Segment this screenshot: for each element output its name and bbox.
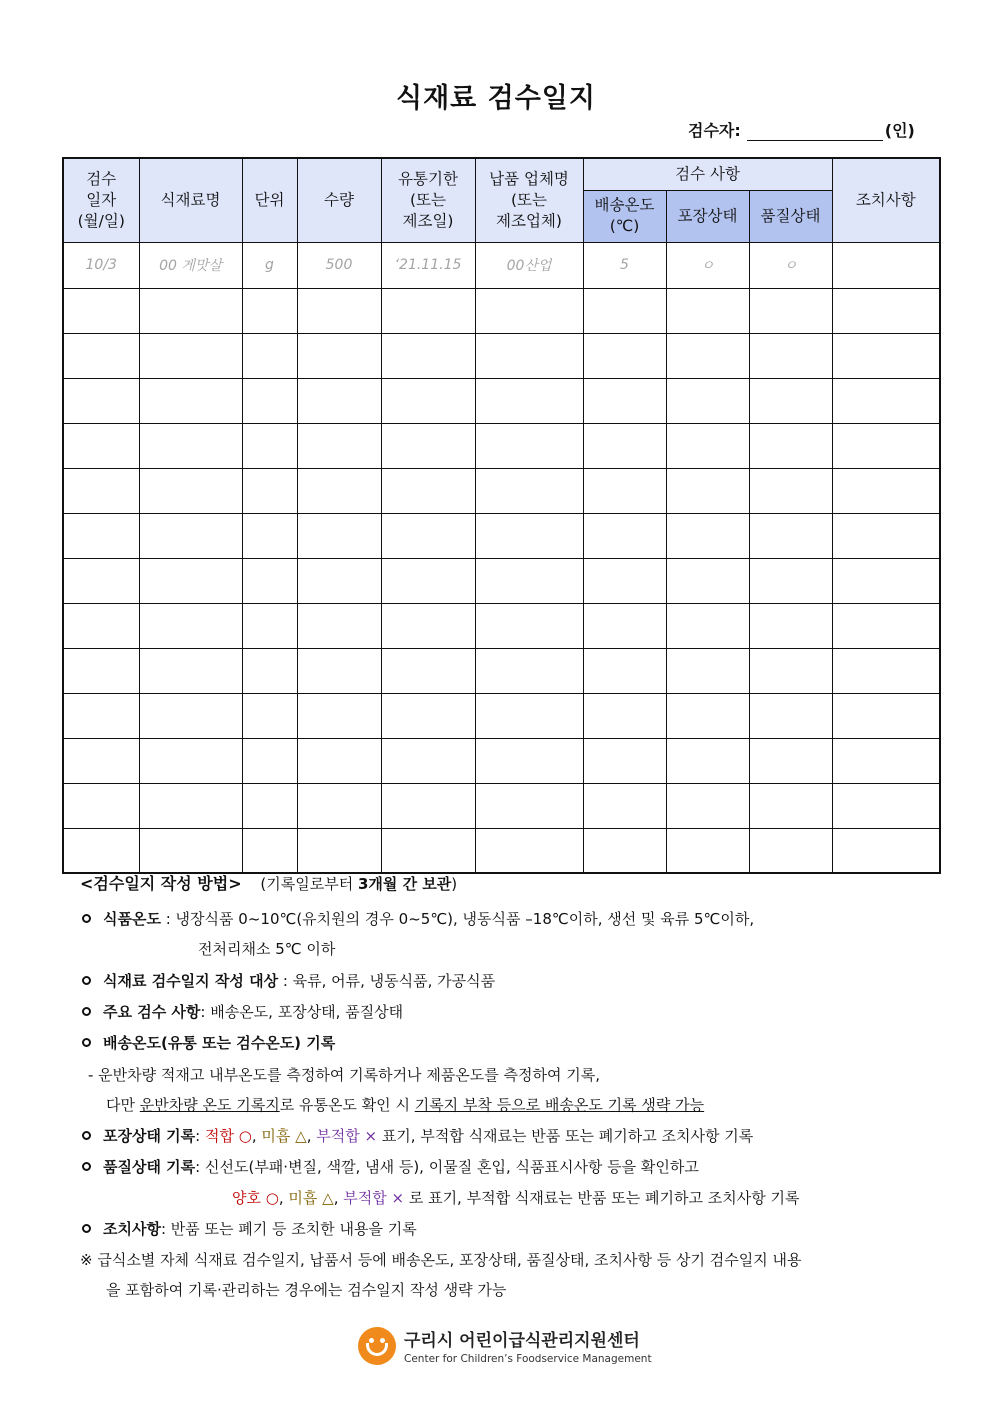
header-item-name: 식재료명 bbox=[139, 158, 242, 242]
cell-expiry[interactable] bbox=[381, 513, 475, 558]
cell-action[interactable] bbox=[832, 693, 940, 738]
cell-expiry[interactable] bbox=[381, 693, 475, 738]
cell-quality[interactable] bbox=[749, 468, 832, 513]
cell-unit[interactable] bbox=[242, 333, 297, 378]
header-expiry: 유통기한 (또는 제조일) bbox=[381, 158, 475, 242]
header-delivery-temp: 배송온도 (℃) bbox=[583, 190, 666, 242]
cell-supplier[interactable] bbox=[475, 603, 583, 648]
cell-quantity[interactable] bbox=[297, 378, 381, 423]
cell-date[interactable] bbox=[63, 603, 139, 648]
table-row bbox=[63, 423, 940, 468]
quality-line: 품질상태 기록: 신선도(부패·변질, 색깔, 냄새 등), 이물질 혼입, 식품표시사항 등을 확인하고 bbox=[82, 1158, 699, 1178]
cell-item-name[interactable] bbox=[139, 603, 242, 648]
cell-unit[interactable] bbox=[242, 693, 297, 738]
targets-line: 식재료 검수일지 작성 대상 : 육류, 어류, 냉동식품, 가공식품 bbox=[82, 972, 495, 992]
cell-delivery-temp[interactable] bbox=[583, 378, 666, 423]
example-row bbox=[63, 242, 940, 288]
header-date: 검수 일자 (월/일) bbox=[63, 158, 139, 242]
cell-packaging[interactable] bbox=[666, 513, 749, 558]
delivery-temp-line: 배송온도(유통 또는 검수온도) 기록 bbox=[82, 1034, 335, 1054]
inspector-label: 검수자: bbox=[688, 121, 741, 140]
cell-item-name[interactable] bbox=[139, 288, 242, 333]
cell-quality[interactable] bbox=[749, 333, 832, 378]
table-row bbox=[63, 783, 940, 828]
cell-expiry[interactable] bbox=[381, 783, 475, 828]
cell-unit[interactable] bbox=[242, 738, 297, 783]
food-temp-line: 식품온도 : 냉장식품 0~10℃(유치원의 경우 0~5℃), 냉동식품 –18℃이하, 생선 및 육류 5℃이하, bbox=[82, 910, 754, 930]
cell-action[interactable] bbox=[832, 603, 940, 648]
cell-delivery-temp[interactable] bbox=[583, 693, 666, 738]
cell-expiry[interactable] bbox=[381, 648, 475, 693]
cell-action[interactable] bbox=[832, 288, 940, 333]
cell-expiry[interactable] bbox=[381, 423, 475, 468]
cell-unit[interactable] bbox=[242, 378, 297, 423]
note-line-1: ※ 급식소별 자체 식재료 검수일지, 납품서 등에 배송온도, 포장상태, 품질상태, 조치사항 등 상기 검수일지 내용 bbox=[80, 1251, 802, 1269]
cell-supplier[interactable] bbox=[475, 648, 583, 693]
header-quality: 품질상태 bbox=[749, 190, 832, 242]
cell-date[interactable] bbox=[63, 828, 139, 873]
cell-supplier[interactable]: 00산업 bbox=[475, 242, 583, 288]
smile-logo-icon bbox=[358, 1327, 396, 1365]
guide-heading-line bbox=[80, 874, 457, 895]
cell-delivery-temp[interactable] bbox=[583, 333, 666, 378]
inspection-log-table bbox=[62, 157, 941, 874]
cell-packaging[interactable] bbox=[666, 333, 749, 378]
cell-delivery-temp[interactable] bbox=[583, 288, 666, 333]
cell-supplier[interactable] bbox=[475, 783, 583, 828]
cell-item-name[interactable]: 00 게맛살 bbox=[139, 242, 242, 288]
cell-expiry[interactable] bbox=[381, 288, 475, 333]
table-row bbox=[63, 693, 940, 738]
circle-bullet-icon bbox=[82, 1007, 91, 1016]
cell-date[interactable] bbox=[63, 558, 139, 603]
org-name-kr: 구리시 어린이급식관리지원센터 bbox=[404, 1331, 640, 1351]
packaging-line: 포장상태 기록: 적합 ○, 미흡 △, 부적합 × 표기, 부적합 식재료는 반품 또는 폐기하고 조치사항 기록 bbox=[82, 1127, 753, 1147]
org-name-en: Center for Children’s Foodservice Management bbox=[404, 1353, 652, 1365]
cell-delivery-temp[interactable] bbox=[583, 558, 666, 603]
cell-unit[interactable] bbox=[242, 783, 297, 828]
cell-quantity[interactable] bbox=[297, 603, 381, 648]
cell-unit[interactable] bbox=[242, 603, 297, 648]
cell-unit[interactable] bbox=[242, 423, 297, 468]
cell-packaging[interactable] bbox=[666, 558, 749, 603]
cell-quantity[interactable] bbox=[297, 558, 381, 603]
cell-supplier[interactable] bbox=[475, 423, 583, 468]
cell-quality[interactable] bbox=[749, 693, 832, 738]
cell-date[interactable] bbox=[63, 288, 139, 333]
cell-unit[interactable] bbox=[242, 648, 297, 693]
cell-expiry[interactable] bbox=[381, 468, 475, 513]
cell-item-name[interactable] bbox=[139, 648, 242, 693]
cell-expiry[interactable] bbox=[381, 378, 475, 423]
cell-unit[interactable] bbox=[242, 513, 297, 558]
table-row bbox=[63, 288, 940, 333]
cell-supplier[interactable] bbox=[475, 378, 583, 423]
header-quantity: 수량 bbox=[297, 158, 381, 242]
cell-unit[interactable]: g bbox=[242, 242, 297, 288]
cell-quantity[interactable]: 500 bbox=[297, 242, 381, 288]
cell-item-name[interactable] bbox=[139, 468, 242, 513]
cell-item-name[interactable] bbox=[139, 513, 242, 558]
cell-date[interactable] bbox=[63, 378, 139, 423]
cell-item-name[interactable] bbox=[139, 558, 242, 603]
cell-action[interactable] bbox=[832, 648, 940, 693]
inspector-signature bbox=[688, 118, 915, 141]
cell-quality[interactable] bbox=[749, 513, 832, 558]
guide-heading: <검수일지 작성 방법> bbox=[80, 874, 242, 893]
page-title: 식재료 검수일지 bbox=[396, 83, 596, 114]
cell-quality[interactable] bbox=[749, 423, 832, 468]
table-row bbox=[63, 468, 940, 513]
cell-action[interactable] bbox=[832, 513, 940, 558]
table-row bbox=[63, 648, 940, 693]
cell-date[interactable]: 10/3 bbox=[63, 242, 139, 288]
cell-delivery-temp[interactable] bbox=[583, 468, 666, 513]
cell-action[interactable] bbox=[832, 468, 940, 513]
actions-line: 조치사항: 반품 또는 폐기 등 조치한 내용을 기록 bbox=[82, 1220, 417, 1240]
cell-delivery-temp[interactable] bbox=[583, 648, 666, 693]
cell-quality[interactable] bbox=[749, 603, 832, 648]
cell-date[interactable] bbox=[63, 783, 139, 828]
cell-quality[interactable] bbox=[749, 378, 832, 423]
cell-quantity[interactable] bbox=[297, 333, 381, 378]
cell-date[interactable] bbox=[63, 513, 139, 558]
cell-item-name[interactable] bbox=[139, 738, 242, 783]
cell-packaging[interactable]: ㅇ bbox=[666, 242, 749, 288]
circle-bullet-icon bbox=[82, 1162, 91, 1171]
cell-supplier[interactable] bbox=[475, 558, 583, 603]
cell-action[interactable] bbox=[832, 738, 940, 783]
delivery-temp-detail-1: - 운반차량 적재고 내부온도를 측정하여 기록하거나 제품온도를 측정하여 기록, bbox=[88, 1066, 601, 1084]
cell-quantity[interactable] bbox=[297, 783, 381, 828]
table-row bbox=[63, 603, 940, 648]
cell-action[interactable] bbox=[832, 423, 940, 468]
cell-quantity[interactable] bbox=[297, 513, 381, 558]
cell-delivery-temp[interactable] bbox=[583, 513, 666, 558]
cell-packaging[interactable] bbox=[666, 828, 749, 873]
cell-packaging[interactable] bbox=[666, 288, 749, 333]
cell-packaging[interactable] bbox=[666, 693, 749, 738]
table-row bbox=[63, 558, 940, 603]
inspector-seal: (인) bbox=[884, 121, 915, 140]
food-temp-line-2: 전처리채소 5℃ 이하 bbox=[198, 940, 336, 958]
cell-quantity[interactable] bbox=[297, 423, 381, 468]
cell-quantity[interactable] bbox=[297, 468, 381, 513]
table-row bbox=[63, 738, 940, 783]
main-items-line: 주요 검수 사항: 배송온도, 포장상태, 품질상태 bbox=[82, 1003, 403, 1023]
cell-date[interactable] bbox=[63, 333, 139, 378]
cell-date[interactable] bbox=[63, 468, 139, 513]
cell-expiry[interactable] bbox=[381, 828, 475, 873]
header-inspection-items: 검수 사항 bbox=[583, 158, 832, 190]
cell-quality[interactable] bbox=[749, 738, 832, 783]
circle-bullet-icon bbox=[82, 1038, 91, 1047]
cell-supplier[interactable] bbox=[475, 738, 583, 783]
cell-expiry[interactable] bbox=[381, 558, 475, 603]
cell-action[interactable] bbox=[832, 242, 940, 288]
cell-supplier[interactable] bbox=[475, 468, 583, 513]
cell-delivery-temp[interactable] bbox=[583, 828, 666, 873]
circle-bullet-icon bbox=[82, 976, 91, 985]
cell-item-name[interactable] bbox=[139, 783, 242, 828]
cell-quantity[interactable] bbox=[297, 693, 381, 738]
delivery-temp-detail-2: 다만 운반차량 온도 기록지로 유통온도 확인 시 기록지 부착 등으로 배송온도 기록 생략 가능 bbox=[106, 1096, 705, 1114]
cell-quality[interactable] bbox=[749, 783, 832, 828]
cell-packaging[interactable] bbox=[666, 423, 749, 468]
cell-supplier[interactable] bbox=[475, 513, 583, 558]
table-row bbox=[63, 333, 940, 378]
cell-quality[interactable] bbox=[749, 828, 832, 873]
cell-quantity[interactable] bbox=[297, 648, 381, 693]
quality-line-2: 양호 ○, 미흡 △, 부적합 × 로 표기, 부적합 식재료는 반품 또는 폐기하고 조치사항 기록 bbox=[232, 1189, 800, 1207]
cell-item-name[interactable] bbox=[139, 693, 242, 738]
retention-note: (기록일로부터 3개월 간 보관) bbox=[260, 875, 458, 893]
cell-date[interactable] bbox=[63, 693, 139, 738]
header-unit: 단위 bbox=[242, 158, 297, 242]
cell-quantity[interactable] bbox=[297, 288, 381, 333]
note-line-2: 을 포함하여 기록·관리하는 경우에는 검수일지 작성 생략 가능 bbox=[106, 1281, 507, 1299]
cell-packaging[interactable] bbox=[666, 603, 749, 648]
cell-item-name[interactable] bbox=[139, 423, 242, 468]
header-packaging: 포장상태 bbox=[666, 190, 749, 242]
cell-action[interactable] bbox=[832, 378, 940, 423]
cell-packaging[interactable] bbox=[666, 468, 749, 513]
cell-delivery-temp[interactable] bbox=[583, 738, 666, 783]
circle-bullet-icon bbox=[82, 914, 91, 923]
cell-unit[interactable] bbox=[242, 288, 297, 333]
cell-item-name[interactable] bbox=[139, 333, 242, 378]
circle-bullet-icon bbox=[82, 1131, 91, 1140]
cell-packaging[interactable] bbox=[666, 738, 749, 783]
cell-supplier[interactable] bbox=[475, 333, 583, 378]
cell-delivery-temp[interactable] bbox=[583, 423, 666, 468]
cell-action[interactable] bbox=[832, 783, 940, 828]
cell-expiry[interactable] bbox=[381, 603, 475, 648]
cell-quality[interactable] bbox=[749, 558, 832, 603]
cell-quality[interactable]: ㅇ bbox=[749, 242, 832, 288]
cell-date[interactable] bbox=[63, 648, 139, 693]
header-supplier: 납품 업체명 (또는 제조업체) bbox=[475, 158, 583, 242]
cell-quantity[interactable] bbox=[297, 738, 381, 783]
inspector-signature-line[interactable] bbox=[747, 121, 883, 141]
cell-quality[interactable] bbox=[749, 288, 832, 333]
cell-quantity[interactable] bbox=[297, 828, 381, 873]
cell-delivery-temp[interactable] bbox=[583, 603, 666, 648]
table-row bbox=[63, 513, 940, 558]
cell-supplier[interactable] bbox=[475, 288, 583, 333]
table-row bbox=[63, 378, 940, 423]
cell-item-name[interactable] bbox=[139, 828, 242, 873]
cell-supplier[interactable] bbox=[475, 828, 583, 873]
cell-expiry[interactable] bbox=[381, 333, 475, 378]
cell-date[interactable] bbox=[63, 738, 139, 783]
cell-supplier[interactable] bbox=[475, 693, 583, 738]
cell-quality[interactable] bbox=[749, 648, 832, 693]
cell-expiry[interactable]: ‘21.11.15 bbox=[381, 242, 475, 288]
cell-action[interactable] bbox=[832, 828, 940, 873]
footer-org bbox=[358, 1326, 652, 1365]
circle-bullet-icon bbox=[82, 1224, 91, 1233]
cell-expiry[interactable] bbox=[381, 738, 475, 783]
cell-action[interactable] bbox=[832, 558, 940, 603]
cell-action[interactable] bbox=[832, 333, 940, 378]
cell-delivery-temp[interactable] bbox=[583, 783, 666, 828]
cell-unit[interactable] bbox=[242, 558, 297, 603]
cell-item-name[interactable] bbox=[139, 378, 242, 423]
cell-packaging[interactable] bbox=[666, 378, 749, 423]
cell-delivery-temp[interactable]: 5 bbox=[583, 242, 666, 288]
cell-unit[interactable] bbox=[242, 828, 297, 873]
cell-packaging[interactable] bbox=[666, 783, 749, 828]
table-row bbox=[63, 828, 940, 873]
cell-unit[interactable] bbox=[242, 468, 297, 513]
cell-packaging[interactable] bbox=[666, 648, 749, 693]
header-action: 조치사항 bbox=[832, 158, 940, 242]
cell-date[interactable] bbox=[63, 423, 139, 468]
